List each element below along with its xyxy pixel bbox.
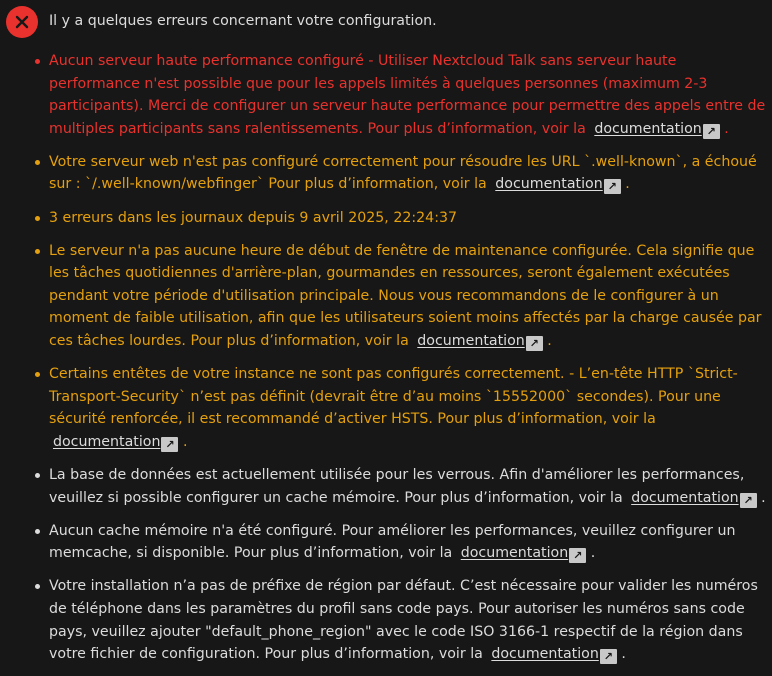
issue-end-punct: . — [761, 489, 766, 506]
issue-end-punct: . — [590, 545, 596, 562]
external-link-icon: ↗ — [600, 649, 617, 664]
issue-text: Aucun cache mémoire n'a été configuré. Pour améliorer les performances, veuillez configurer un memcache, si disponible. Pour plus d’information, voir la — [49, 522, 736, 562]
issue-text: Aucun serveur haute performance configuré - Utiliser Nextcloud Talk sans serveur haute performance n'est possible que pour les appels limités à quelques personnes (maximum 2-3 participants). Merci de configurer un serveur haute performance pour permettre des appels entre de multiples participants sans ralentissements. Pour plus d’information, voir la — [49, 53, 766, 137]
issue-end-punct: . — [547, 333, 552, 350]
documentation-link[interactable]: documentation ↗ — [594, 121, 719, 137]
external-link-icon: ↗ — [161, 437, 178, 452]
issue-item-error — [49, 50, 767, 140]
error-close-icon — [6, 6, 38, 38]
external-link-icon: ↗ — [604, 179, 621, 194]
issue-text: Certains entêtes de votre instance ne sont pas configurés correctement. - L’en-tête HTTP `Strict-Transport-Security` n’est pas définit (devrait être d’au moins `15552000` secondes). Pour une sécurité renforcée, il est recommandé d’activer HSTS. Pour plus d’information, voir la — [49, 366, 738, 428]
documentation-link[interactable]: documentation ↗ — [491, 646, 616, 662]
issue-item-warning — [49, 363, 767, 453]
issue-text: La base de données est actuellement utilisée pour les verrous. Afin d'améliorer les performances, veuillez si possible configurer un cache mémoire. Pour plus d’information, voir la — [49, 467, 745, 506]
external-link-icon: ↗ — [526, 336, 543, 351]
setup-check-title: Il y a quelques erreurs concernant votre configuration. — [49, 13, 437, 29]
issue-end-punct: . — [621, 646, 626, 663]
issue-end-punct: . — [182, 433, 188, 450]
documentation-link[interactable]: documentation ↗ — [53, 434, 178, 450]
issue-item-info — [49, 520, 767, 565]
issue-text: Votre installation n’a pas de préfixe de région par défaut. C’est nécessaire pour valider les numéros de téléphone dans les paramètres du profil sans code pays. Pour autoriser les numéros sans code pays, veuillez ajouter "default_phone_region" avec le code ISO 3166-1 respectif de la région dans votre fichier de configuration. Pour plus d’information, voir la — [49, 578, 758, 663]
issue-text: Le serveur n'a pas aucune heure de début de fenêtre de maintenance configurée. Cela signifie que les tâches quotidiennes d'arrière-plan, gourmandes en ressources, seront également exécutées pendant votre période d'utilisation principale. Nous vous recommandons de le configurer à un moment de faible utilisation, afin que les utilisateurs soient moins affectés par la charge causée par ces tâches lourdes. Pour plus d’information, voir la — [49, 242, 762, 350]
issue-item-info — [49, 464, 767, 509]
external-link-icon: ↗ — [703, 124, 720, 139]
documentation-link[interactable]: documentation ↗ — [495, 176, 620, 192]
issue-item-warning — [49, 151, 767, 196]
documentation-link[interactable]: documentation ↗ — [461, 545, 586, 561]
issue-end-punct: . — [724, 120, 729, 137]
close-icon — [15, 15, 29, 29]
issue-list — [49, 50, 767, 676]
issue-text: 3 erreurs dans les journaux depuis 9 avril 2025, 22:24:37 — [49, 209, 458, 226]
external-link-icon: ↗ — [740, 493, 757, 508]
documentation-link[interactable]: documentation ↗ — [631, 490, 756, 506]
issue-text: Votre serveur web n'est pas configuré correctement pour résoudre les URL `.well-known`, a échoué sur : `/.well-known/webfinger` Pour plus d’information, voir la — [49, 153, 757, 193]
documentation-link[interactable]: documentation ↗ — [417, 333, 542, 349]
issue-item-warning — [49, 207, 767, 230]
issue-item-info — [49, 575, 767, 665]
issue-end-punct: . — [625, 176, 630, 193]
setup-check-header — [6, 6, 766, 40]
issue-item-warning — [49, 240, 767, 353]
external-link-icon: ↗ — [569, 548, 586, 563]
